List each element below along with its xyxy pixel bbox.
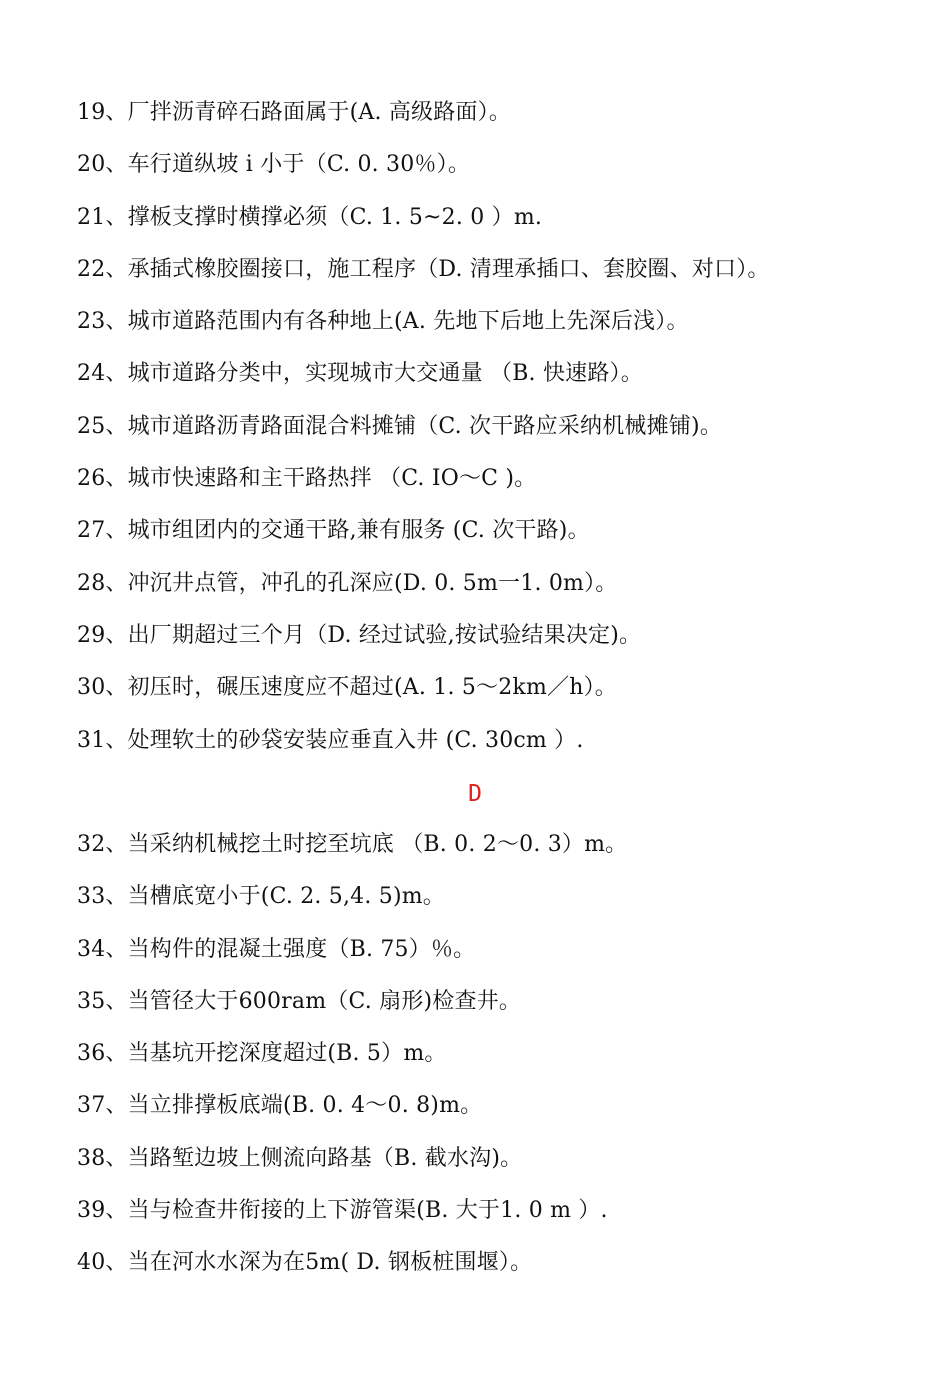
question-item-35: 35、当管径大于600ram（C. 扇形)检查井。 [77, 988, 522, 1014]
section-heading-letter: D [468, 781, 482, 807]
question-item-37: 37、当立排撑板底端(B. 0. 4～0. 8)m。 [77, 1093, 483, 1119]
question-item-29: 29、出厂期超过三个月（D. 经过试验,按试验结果决定)。 [77, 622, 642, 648]
question-item-19: 19、厂拌沥青碎石路面属于(A. 高级路面）。 [77, 100, 512, 125]
question-item-33: 33、当槽底宽小于(C. 2. 5,4. 5)m。 [77, 884, 446, 910]
question-item-24: 24、城市道路分类中，实现城市大交通量 （B. 快速路）。 [77, 361, 643, 387]
question-list-part-1 [77, 94, 927, 774]
question-item-25: 25、城市道路沥青路面混合料摊铺（C. 次干路应采纳机械摊铺)。 [77, 413, 723, 439]
question-item-28: 28、冲沉井点管，冲孔的孔深应(D. 0. 5m一1. 0m）。 [77, 570, 618, 596]
question-item-26: 26、城市快速路和主干路热拌 （C. IO～C )。 [77, 466, 537, 492]
question-item-39: 39、当与检查井衔接的上下游管渠(B. 大于1. 0 m ）. [77, 1198, 608, 1224]
question-item-22: 22、承插式橡胶圈接口，施工程序（D. 清理承插口、套胶圈、对口）。 [77, 256, 770, 282]
question-item-32: 32、当采纳机械挖土时挖至坑底 （B. 0. 2～0. 3）m。 [77, 832, 628, 857]
question-item-38: 38、当路堑边坡上侧流向路基（B. 截水沟)。 [77, 1145, 523, 1171]
question-item-30: 30、初压时，碾压速度应不超过(A. 1. 5～2km／h）。 [77, 675, 617, 701]
question-item-36: 36、当基坑开挖深度超过(B. 5）m。 [77, 1041, 447, 1067]
question-item-21: 21、撑板支撑时横撑必须（C. 1. 5~2. 0 ）m. [77, 204, 543, 230]
question-item-40: 40、当在河水水深为在5m( D. 钢板桩围堰）。 [77, 1250, 533, 1276]
question-item-34: 34、当构件的混凝土强度（B. 75）％。 [77, 936, 476, 962]
question-item-23: 23、城市道路范围内有各种地上(A. 先地下后地上先深后浅）。 [77, 309, 689, 335]
question-item-27: 27、城市组团内的交通干路,兼有服务 (C. 次干路)。 [77, 518, 590, 544]
question-item-20: 20、车行道纵坡 i 小于（C. 0. 30％）。 [77, 152, 471, 178]
question-item-31: 31、处理软土的砂袋安装应垂直入井 (C. 30cm ）. [77, 727, 584, 753]
question-list-part-2 [77, 826, 927, 1297]
